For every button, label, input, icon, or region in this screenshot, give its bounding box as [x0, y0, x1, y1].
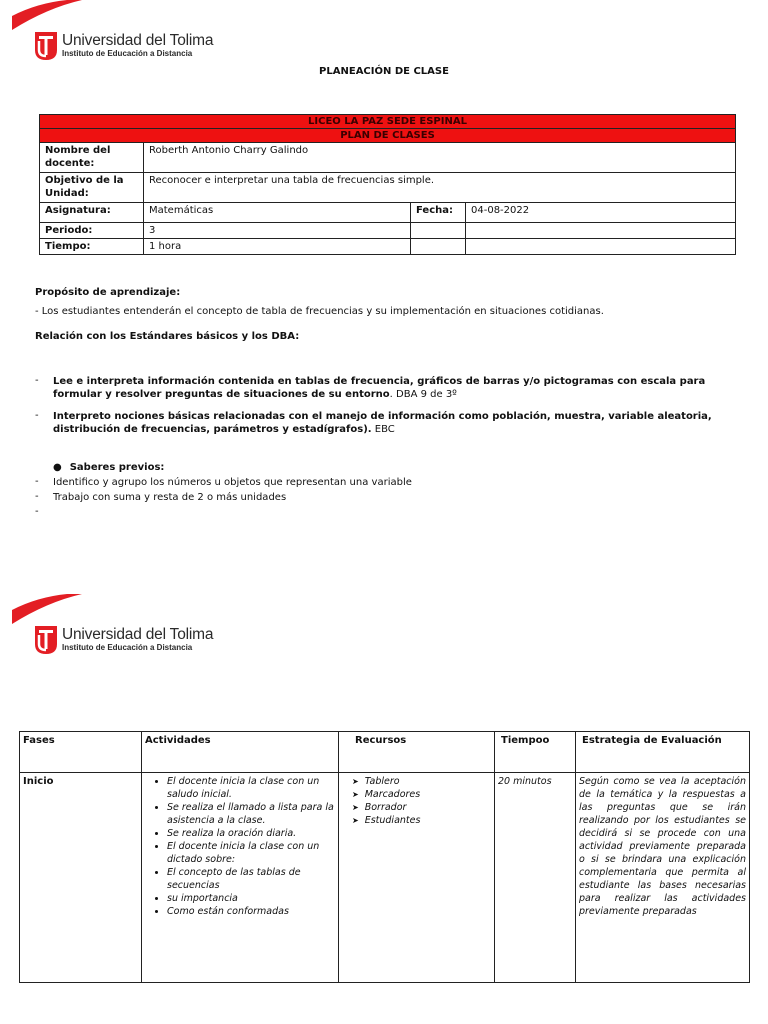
standards-heading: Relación con los Estándares básicos y los DBA: [35, 331, 300, 342]
teacher-value: Roberth Antonio Charry Galindo [144, 143, 736, 173]
resource-item: ➤ Marcadores [352, 788, 491, 801]
empty-cell [411, 239, 466, 255]
list-dash: - [35, 506, 39, 517]
period-label: Periodo: [40, 223, 144, 239]
prior-item-2: Trabajo con suma y resta de 2 o más unidades [53, 492, 287, 503]
period-value: 3 [144, 223, 411, 239]
time-value: 1 hora [144, 239, 411, 255]
standard-2-text: Interpreto nociones básicas relacionadas con el manejo de información como población, muestra, variable aleatoria, distribución de frecuencias, parámetros y estadígrafos). [53, 411, 712, 435]
time-cell: 20 minutos [495, 773, 576, 983]
standard-1 [53, 375, 733, 401]
header-evaluation: Estrategia de Evaluación [576, 732, 750, 773]
resource-item: ➤ Borrador [352, 801, 491, 814]
university-shield-icon [35, 32, 57, 60]
university-subtitle: Instituto de Educación a Distancia [62, 643, 193, 652]
activities-table [19, 731, 750, 983]
activity-item: • Se realiza la oración diaria. [167, 827, 335, 840]
university-logo [35, 626, 213, 654]
teacher-label: Nombre del docente: [40, 143, 144, 173]
plan-table [39, 114, 736, 255]
university-subtitle: Instituto de Educación a Distancia [62, 49, 193, 58]
school-name: LICEO LA PAZ SEDE ESPINAL [40, 115, 736, 129]
standard-2-ref: EBC [371, 424, 395, 435]
activity-item: • Se realiza el llamado a lista para la asistencia a la clase. [167, 801, 335, 827]
standard-1-ref: . DBA 9 de 3º [389, 389, 457, 400]
evaluation-cell: Según como se vea la aceptación de la temática y la respuestas a las preguntas que se irán realizando por los estudiantes se decidirá si se procede con una actividad previamente preparada o si se brindara una explicación complementaria que permita al estudiante las bases necesarias para realizar las actividades previamente preparadas [576, 773, 750, 983]
list-dash: - [35, 491, 39, 502]
phase-cell: Inicio [20, 773, 142, 983]
activities-cell [142, 773, 339, 983]
list-dash: - [35, 476, 39, 487]
empty-cell [466, 239, 736, 255]
empty-cell [466, 223, 736, 239]
resources-cell [339, 773, 495, 983]
list-dash: - [35, 375, 39, 386]
date-value: 04-08-2022 [466, 203, 736, 223]
prior-knowledge-heading: ● Saberes previos: [53, 462, 165, 473]
standard-2 [53, 410, 733, 436]
prior-item-1: Identifico y agrupo los números u objetos que representan una variable [53, 477, 412, 488]
header-phases: Fases [20, 732, 142, 773]
university-name: Universidad del Tolima [62, 32, 214, 49]
activity-item: • El concepto de las tablas de secuencias [167, 866, 335, 892]
header-swoosh [12, 594, 82, 624]
list-dash: - [35, 410, 39, 421]
standard-1-text: Lee e interpreta información contenida en tablas de frecuencia, gráficos de barras y/o pictogramas con escala para formular y resolver preguntas de situaciones de su entorno [53, 376, 706, 400]
objective-value: Reconocer e interpretar una tabla de frecuencias simple. [144, 173, 736, 203]
university-logo [35, 32, 213, 60]
bullet-icon: ● [53, 462, 62, 473]
activity-item: • Como están conformadas [167, 905, 335, 918]
resource-item: ➤ Estudiantes [352, 814, 491, 827]
purpose-heading: Propósito de aprendizaje: [35, 287, 181, 298]
activity-item: • El docente inicia la clase con un saludo inicial. [167, 775, 335, 801]
header-time: Tiempoo [495, 732, 576, 773]
plan-label: PLAN DE CLASES [40, 129, 736, 143]
activity-item: • El docente inicia la clase con un dictado sobre: [167, 840, 335, 866]
date-label: Fecha: [411, 203, 466, 223]
objective-label: Objetivo de la Unidad: [40, 173, 144, 203]
page-title: PLANEACIÓN DE CLASE [319, 66, 449, 77]
empty-cell [411, 223, 466, 239]
header-swoosh [12, 0, 82, 30]
subject-label: Asignatura: [40, 203, 144, 223]
resource-item: ➤ Tablero [352, 775, 491, 788]
subject-value: Matemáticas [144, 203, 411, 223]
university-name: Universidad del Tolima [62, 626, 214, 643]
header-activities: Actividades [142, 732, 339, 773]
activity-item: • su importancia [167, 892, 335, 905]
purpose-text: - Los estudiantes entenderán el concepto de tabla de frecuencias y su implementación en situaciones cotidianas. [35, 306, 604, 317]
time-label: Tiempo: [40, 239, 144, 255]
university-shield-icon [35, 626, 57, 654]
header-resources: Recursos [339, 732, 495, 773]
